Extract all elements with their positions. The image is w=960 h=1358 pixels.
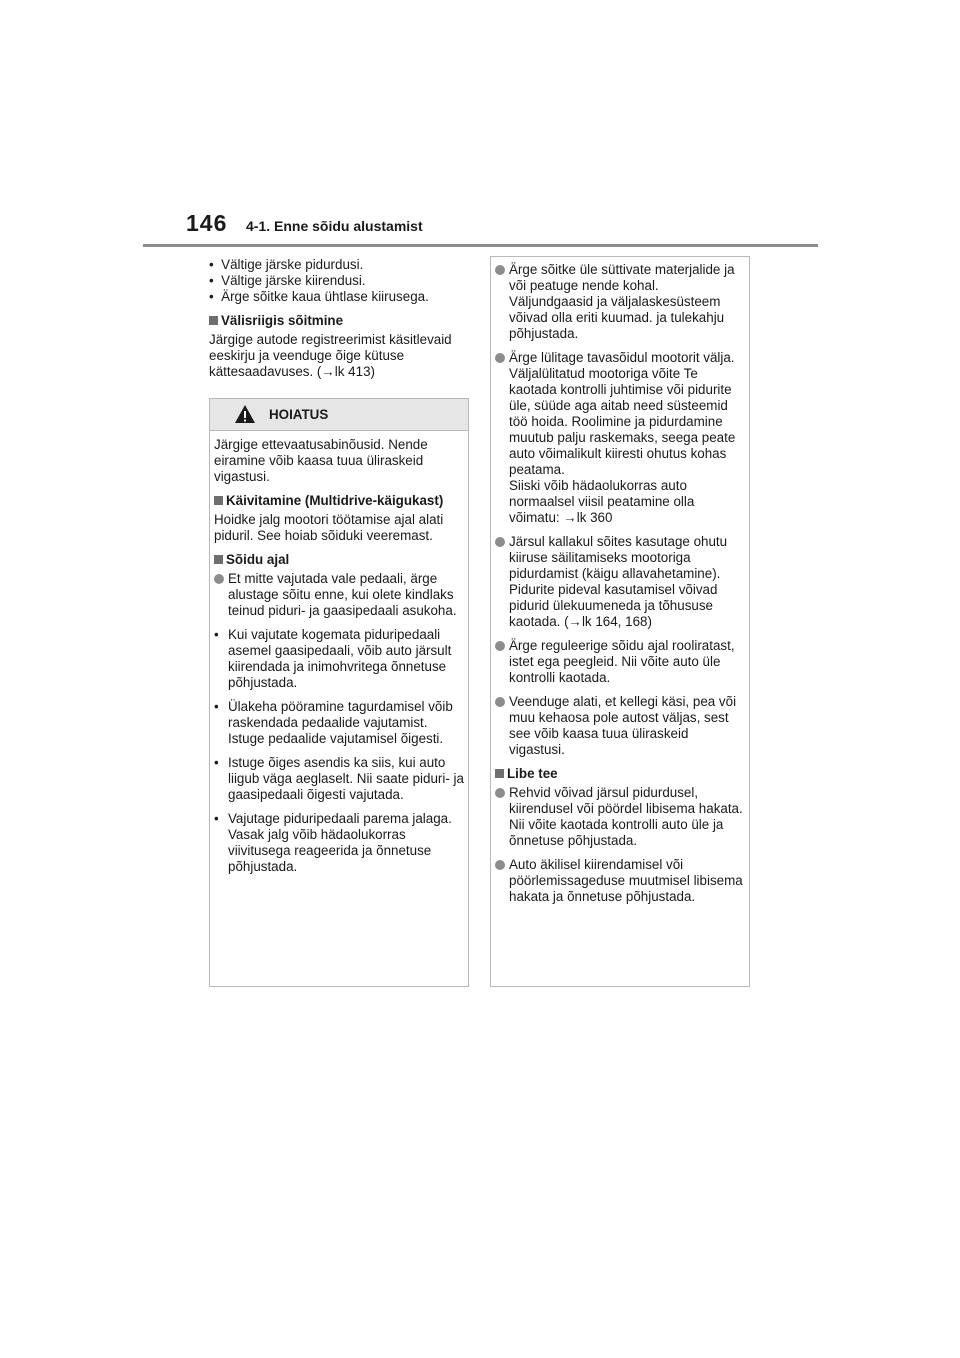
page-header [0,0,960,250]
warning-triangle-icon [234,404,256,424]
header-rule [143,244,818,247]
dot-bullet-icon: • [214,699,219,714]
circle-bullet-icon [495,788,505,798]
list-item: Auto äkilisel kiirendamisel või pöörlemissageduse muutmisel libisema hakata ja õnnetuse põhjustada. [495,857,745,905]
circle-bullet-icon [214,574,224,584]
square-bullet-icon [214,496,223,505]
warning-header [210,399,468,431]
list-item: • Vältige järske kiirendusi. [209,273,366,288]
square-bullet-icon [209,316,218,325]
left-column-intro [209,257,471,380]
circle-bullet-icon [495,537,505,547]
list-item: Ärge sõitke üle süttivate materjalide ja või peatuge nende kohal. Väljundgaasid ja väljalaskesüsteem võivad olla eriti kuumad. ja tulekahju põhjustada. [495,262,745,342]
circle-bullet-icon [495,265,505,275]
dot-bullet-icon: • [214,811,219,826]
circle-bullet-icon [495,641,505,651]
warning-label: HOIATUS [269,407,329,422]
list-item: Järsul kallakul sõites kasutage ohutu kiiruse säilitamiseks mootoriga pidurdamist (käigu allavahetamine). Pidurite pideval kasutamisel võivad pidurid ülekuumeneda ja tõhususe kaotada. (→lk 164, 168) [495,534,745,630]
list-item: • Ülakeha pööramine tagurdamisel võib raskendada pedaalide vajutamist. Istuge pedaalide vajutamisel õigesti. [214,699,453,746]
warning-intro: Järgige ettevaatusabinõusid. Nende eiramine võib kaasa tuua üliraskeid vigastusi. [214,437,428,484]
section-title: 4-1. Enne sõidu alustamist [246,218,423,234]
list-item: • Kui vajutate kogemata piduripedaali asemel gaasipedaali, võib auto järsult kiirendada ja inimohvritega õnnetuse põhjustada. [214,627,452,690]
warning-box [209,398,469,987]
abroad-text: Järgige autode registreerimist käsitlevaid eeskirju ja veenduge õige kütuse kättesaadavuses. (→lk 413) [209,332,452,379]
circle-bullet-icon [495,697,505,707]
abroad-heading: Välisriigis sõitmine [209,313,471,329]
list-item: • Vältige järske pidurdusi. [209,257,364,272]
list-item: Rehvid võivad järsul pidurdusel, kiirendusel või pöördel libisema hakata. Nii võite kaotada kontrolli auto üle ja õnnetuse põhjustada. [495,785,745,849]
square-bullet-icon [495,769,504,778]
warning-box-continued [490,256,750,987]
dot-bullet-icon: • [214,627,219,642]
start-heading: Käivitamine (Multidrive-käigukast) [214,493,464,509]
list-item: Ärge reguleerige sõidu ajal rooliratast, istet ega peegleid. Nii võite auto üle kontrolli kaotada. [495,638,745,686]
list-item: • Vajutage piduripedaali parema jalaga. Vasak jalg võib hädaolukorras viivitusega reageerida ja õnnetuse põhjustada. [214,811,452,874]
square-bullet-icon [214,555,223,564]
circle-bullet-icon [495,353,505,363]
slippery-heading: Libe tee [495,766,745,782]
list-item: Et mitte vajutada vale pedaali, ärge alustage sõitu enne, kui olete kindlaks teinud piduri- ja gaasipedaali asukoha. [214,571,464,619]
list-item: • Istuge õiges asendis ka siis, kui auto liigub väga aeglaselt. Nii saate piduri- ja gaasipedaali õigesti vajutada. [214,755,464,802]
circle-bullet-icon [495,860,505,870]
page-number: 146 [186,210,228,236]
driving-heading: Sõidu ajal [214,552,464,568]
list-item: • Ärge sõitke kaua ühtlase kiirusega. [209,289,429,304]
start-text: Hoidke jalg mootori töötamise ajal alati piduril. See hoiab sõiduki veeremast. [214,512,444,543]
list-item: Veenduge alati, et kellegi käsi, pea või muu kehaosa pole autost väljas, sest see võib kaasa tuua üliraskeid vigastusi. [495,694,745,758]
list-item: Ärge lülitage tavasõidul mootorit välja. Väljalülitatud mootoriga võite Te kaotada kontrolli juhtimise või pidurite üle, süüde aga aitab need süsteemid töö hoida. Roolimine ja pidurdamine muutub palju raskemaks, seega peate auto võimalikult kiiresti ohutus kohas peatama. Siiski võib hädaolukorras auto normaalsel viisil peatamine olla võimatu: →lk 360 [495,350,745,526]
dot-bullet-icon: • [214,755,219,770]
